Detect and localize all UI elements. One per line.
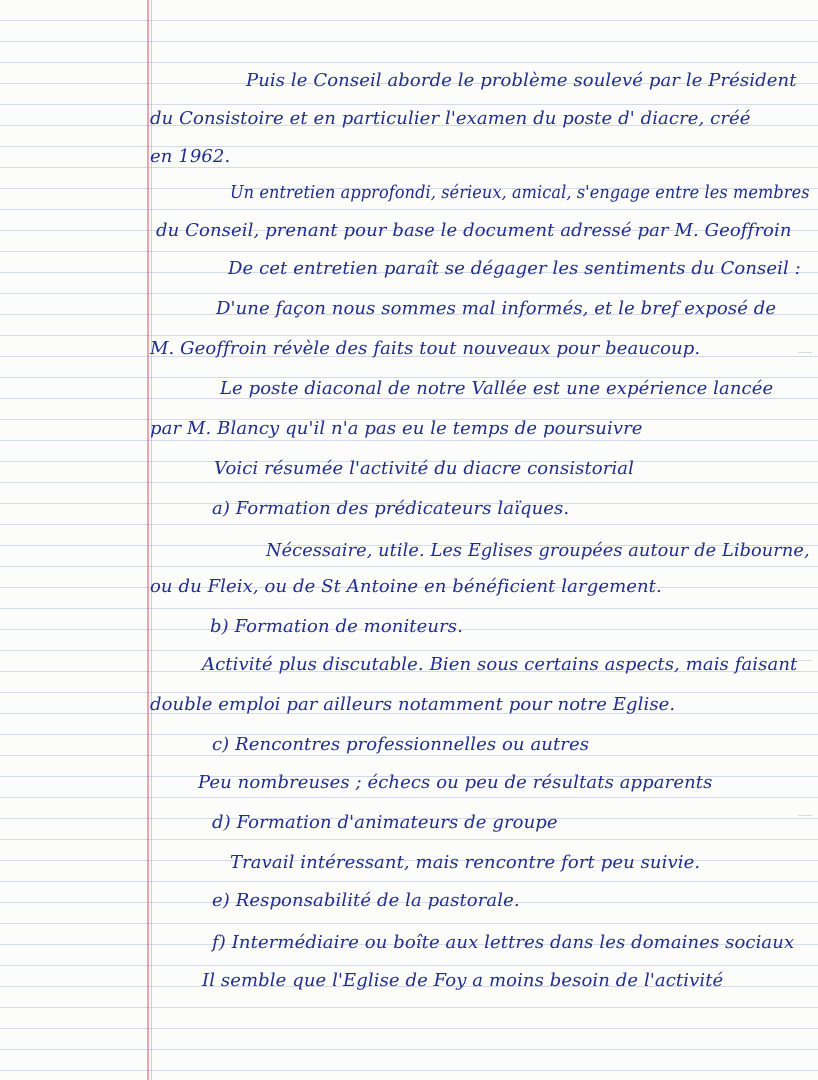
text-line: Il semble que l'Eglise de Foy a moins besoin de l'activité	[202, 970, 724, 991]
bleed-mark	[798, 660, 812, 661]
text-line: f) Intermédiaire ou boîte aux lettres dans les domaines sociaux	[212, 932, 795, 953]
text-line: b) Formation de moniteurs.	[210, 616, 463, 637]
text-line: double emploi par ailleurs notamment pour notre Eglise.	[150, 694, 676, 715]
bleed-mark	[798, 815, 812, 816]
margin-rule	[147, 0, 149, 1080]
text-line: Voici résumée l'activité du diacre consistorial	[214, 458, 634, 479]
text-line: du Conseil, prenant pour base le document adressé par M. Geoffroin	[156, 220, 792, 241]
bleed-mark	[798, 352, 812, 353]
text-line: M. Geoffroin révèle des faits tout nouveaux pour beaucoup.	[150, 338, 701, 359]
text-line: d) Formation d'animateurs de groupe	[212, 812, 558, 833]
text-line: c) Rencontres professionnelles ou autres	[212, 734, 590, 755]
text-line: D'une façon nous sommes mal informés, et le bref exposé de	[216, 298, 777, 319]
text-line: Peu nombreuses ; échecs ou peu de résultats apparents	[198, 772, 713, 793]
text-line: en 1962.	[150, 146, 231, 167]
text-line: Travail intéressant, mais rencontre fort peu suivie.	[230, 852, 701, 873]
text-line: Puis le Conseil aborde le problème soulevé par le Président	[246, 70, 797, 91]
text-line: a) Formation des prédicateurs laïques.	[212, 498, 570, 519]
text-line: e) Responsabilité de la pastorale.	[212, 890, 520, 911]
text-line: du Consistoire et en particulier l'examen du poste d' diacre, créé	[150, 108, 751, 129]
text-line: Le poste diaconal de notre Vallée est une expérience lancée	[220, 378, 774, 399]
text-line: Nécessaire, utile. Les Eglises groupées autour de Libourne,	[266, 540, 810, 561]
text-line: Un entretien approfondi, sérieux, amical, s'engage entre les membres	[230, 182, 810, 203]
text-line: par M. Blancy qu'il n'a pas eu le temps de poursuivre	[150, 418, 643, 439]
text-line: De cet entretien paraît se dégager les sentiments du Conseil :	[228, 258, 801, 279]
text-line: ou du Fleix, ou de St Antoine en bénéficient largement.	[150, 576, 662, 597]
text-line: Activité plus discutable. Bien sous certains aspects, mais faisant	[202, 654, 798, 675]
